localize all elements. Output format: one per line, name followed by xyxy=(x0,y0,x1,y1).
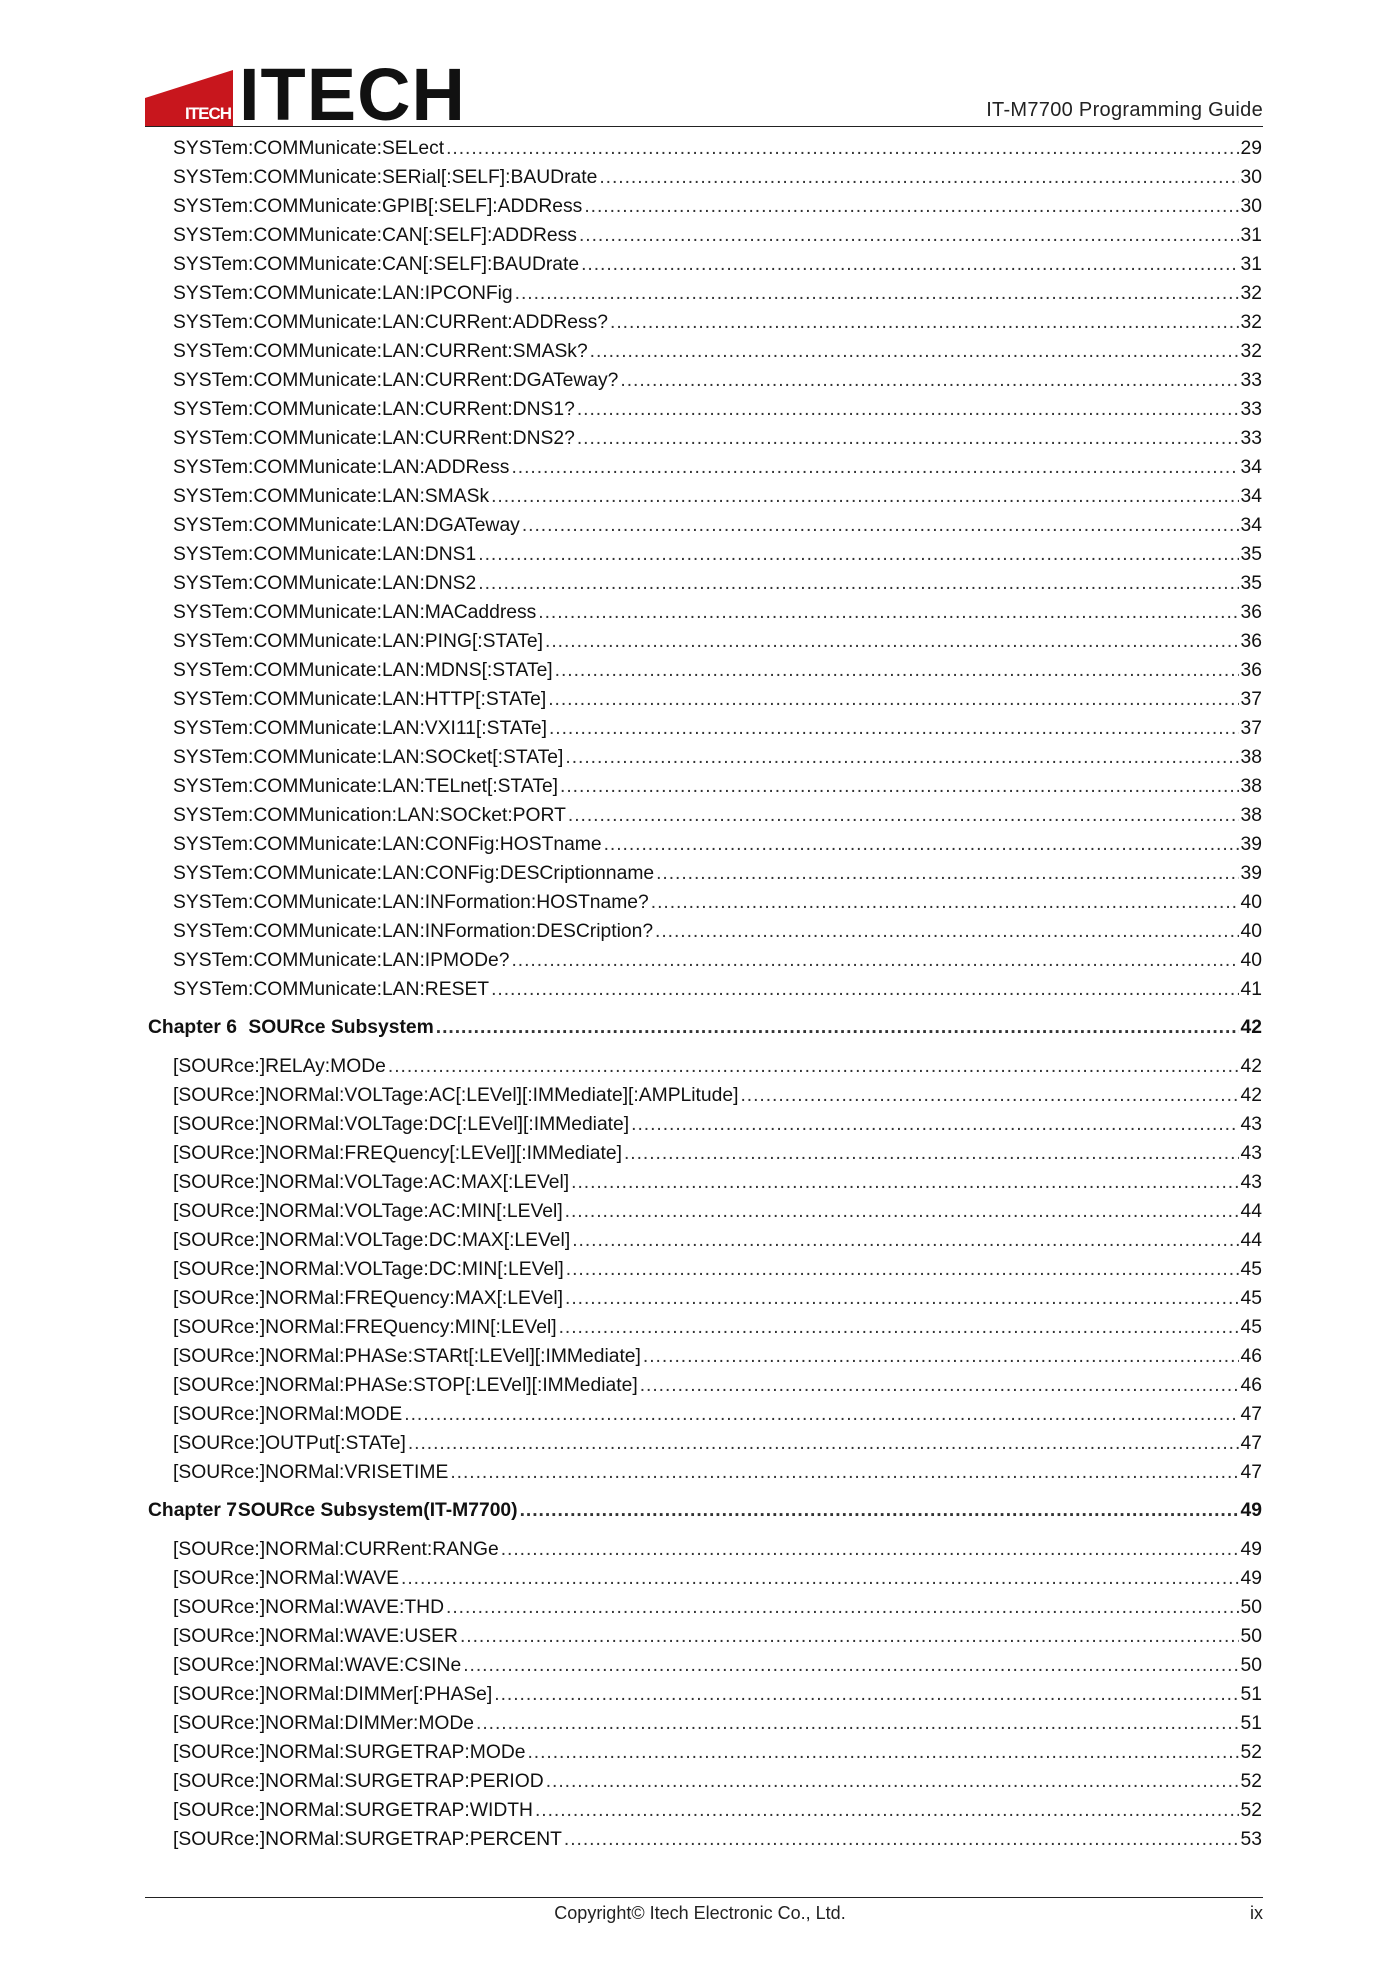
logo-mark-icon xyxy=(145,70,233,126)
toc-entry-title: [SOURce:]NORMal:WAVE xyxy=(173,1568,400,1589)
toc-page-number: 44 xyxy=(1240,1201,1262,1222)
toc-chapter-heading[interactable] xyxy=(148,1010,1262,1046)
toc-entry-title: [SOURce:]NORMal:VRISETIME xyxy=(173,1462,449,1483)
toc-entry-title: SYSTem:COMMunicate:LAN:PING[:STATe] xyxy=(173,631,544,652)
toc-entry-title: [SOURce:]NORMal:WAVE:USER xyxy=(173,1626,458,1647)
toc-entry-title: SYSTem:COMMunicate:LAN:MACaddress xyxy=(173,602,537,623)
toc-page-number: 31 xyxy=(1240,225,1262,246)
toc-entry[interactable] xyxy=(148,395,1262,424)
dot-leader xyxy=(463,1651,1238,1680)
toc-entry[interactable] xyxy=(148,685,1262,714)
toc-page-number: 50 xyxy=(1240,1597,1262,1618)
toc-entry-title: SYSTem:COMMunicate:LAN:CONFig:DESCriptionname xyxy=(173,863,655,884)
toc-entry[interactable] xyxy=(148,308,1262,337)
toc-page-number: 32 xyxy=(1240,341,1262,362)
toc-page-number: 34 xyxy=(1240,515,1262,536)
toc-page-number: 53 xyxy=(1240,1829,1262,1850)
dot-leader xyxy=(520,1493,1239,1529)
dot-leader xyxy=(640,1371,1239,1400)
toc-page-number: 38 xyxy=(1240,747,1262,768)
toc-entry[interactable] xyxy=(148,163,1262,192)
toc-page-number: 43 xyxy=(1240,1172,1262,1193)
toc-entry-title: [SOURce:]NORMal:FREQuency:MIN[:LEVel] xyxy=(173,1317,557,1338)
toc-page-number: 52 xyxy=(1240,1771,1262,1792)
header-divider xyxy=(145,126,1263,127)
toc-page-number: 35 xyxy=(1240,573,1262,594)
toc-entry-title: SYSTem:COMMunication:LAN:SOCket:PORT xyxy=(173,805,566,826)
toc-page-number: 35 xyxy=(1240,544,1262,565)
toc-page-number: 42 xyxy=(1240,1017,1262,1038)
dot-leader xyxy=(549,714,1239,743)
toc-page-number: 47 xyxy=(1240,1433,1262,1454)
toc-entry[interactable] xyxy=(148,1168,1262,1197)
toc-page-number: 45 xyxy=(1240,1317,1262,1338)
toc-entry[interactable] xyxy=(148,1767,1262,1796)
toc-entry[interactable] xyxy=(148,134,1262,163)
toc-entry-title: [SOURce:]NORMal:SURGETRAP:PERCENT xyxy=(173,1829,562,1850)
toc-entry[interactable] xyxy=(148,1535,1262,1564)
toc-entry[interactable] xyxy=(148,714,1262,743)
dot-leader xyxy=(581,250,1238,279)
toc-page-number: 52 xyxy=(1240,1800,1262,1821)
toc-page-number: 39 xyxy=(1240,834,1262,855)
toc-entry-title: SYSTem:COMMunicate:SERial[:SELF]:BAUDrate xyxy=(173,167,598,188)
dot-leader xyxy=(491,975,1238,1004)
toc-page-number: 45 xyxy=(1240,1259,1262,1280)
toc-page-number: 51 xyxy=(1240,1684,1262,1705)
dot-leader xyxy=(501,1535,1239,1564)
toc-entry[interactable] xyxy=(148,1400,1262,1429)
toc-page-number: 42 xyxy=(1240,1085,1262,1106)
toc-page-number: 49 xyxy=(1240,1500,1262,1521)
toc-entry-title: SYSTem:COMMunicate:LAN:CURRent:SMASk? xyxy=(173,341,588,362)
toc-page-number: 29 xyxy=(1240,138,1262,159)
dot-leader xyxy=(511,453,1238,482)
toc-page-number: 40 xyxy=(1240,921,1262,942)
page-header xyxy=(145,53,1263,136)
toc-entry-title: [SOURce:]NORMal:VOLTage:DC:MAX[:LEVel] xyxy=(173,1230,571,1251)
toc-entry-title: [SOURce:]NORMal:VOLTage:AC:MIN[:LEVel] xyxy=(173,1201,563,1222)
toc-entry[interactable] xyxy=(148,1738,1262,1767)
toc-entry-title: SYSTem:COMMunicate:LAN:ADDRess xyxy=(173,457,510,478)
toc-page-number: 36 xyxy=(1240,602,1262,623)
toc-page-number: 33 xyxy=(1240,399,1262,420)
dot-leader xyxy=(566,1255,1239,1284)
toc-page-number: 34 xyxy=(1240,457,1262,478)
toc-entry[interactable] xyxy=(148,1052,1262,1081)
dot-leader xyxy=(579,221,1239,250)
dot-leader xyxy=(568,801,1239,830)
dot-leader xyxy=(491,482,1238,511)
toc-entry[interactable] xyxy=(148,1313,1262,1342)
toc-entry-title: [SOURce:]NORMal:VOLTage:AC:MAX[:LEVel] xyxy=(173,1172,570,1193)
toc-entry[interactable] xyxy=(148,1796,1262,1825)
dot-leader xyxy=(564,1825,1239,1854)
toc-entry-title: [SOURce:]NORMal:DIMMer:MODe xyxy=(173,1713,475,1734)
toc-entry[interactable] xyxy=(148,569,1262,598)
toc-entry[interactable] xyxy=(148,1139,1262,1168)
toc-page-number: 36 xyxy=(1240,631,1262,652)
toc-entry[interactable] xyxy=(148,482,1262,511)
dot-leader xyxy=(476,1709,1239,1738)
toc-page-number: 43 xyxy=(1240,1143,1262,1164)
toc-entry-title: [SOURce:]NORMal:DIMMer[:PHASe] xyxy=(173,1684,493,1705)
toc-page-number: 46 xyxy=(1240,1346,1262,1367)
dot-leader xyxy=(572,1226,1238,1255)
toc-entry[interactable] xyxy=(148,1622,1262,1651)
toc-entry-title: SYSTem:COMMunicate:LAN:MDNS[:STATe] xyxy=(173,660,553,681)
toc-entry-title: SYSTem:COMMunicate:LAN:CURRent:DGATeway? xyxy=(173,370,619,391)
dot-leader xyxy=(436,1010,1239,1046)
toc-entry[interactable] xyxy=(148,337,1262,366)
dot-leader xyxy=(571,1168,1238,1197)
footer-page-number: ix xyxy=(1250,1903,1263,1923)
toc-entry-title: SYSTem:COMMunicate:LAN:CURRent:DNS2? xyxy=(173,428,575,449)
dot-leader xyxy=(651,888,1239,917)
toc-entry-title: SYSTem:COMMunicate:LAN:IPCONFig xyxy=(173,283,513,304)
toc-entry[interactable] xyxy=(148,424,1262,453)
dot-leader xyxy=(655,917,1239,946)
dot-leader xyxy=(624,1139,1239,1168)
toc-page-number: 37 xyxy=(1240,689,1262,710)
toc-entry-title: SYSTem:COMMunicate:GPIB[:SELF]:ADDRess xyxy=(173,196,583,217)
dot-leader xyxy=(560,772,1239,801)
dot-leader xyxy=(535,1796,1239,1825)
toc-entry-title: [SOURce:]NORMal:VOLTage:DC[:LEVel][:IMMediate] xyxy=(173,1114,630,1135)
toc-entry[interactable] xyxy=(148,1342,1262,1371)
logo-wordmark: ITECH xyxy=(239,53,466,136)
toc-page-number: 47 xyxy=(1240,1462,1262,1483)
toc-entry[interactable] xyxy=(148,1371,1262,1400)
toc-entry-title: SYSTem:COMMunicate:LAN:TELnet[:STATe] xyxy=(173,776,559,797)
dot-leader xyxy=(604,830,1239,859)
dot-leader xyxy=(559,1313,1239,1342)
dot-leader xyxy=(494,1680,1238,1709)
toc-entry-title: SYSTem:COMMunicate:SELect xyxy=(173,138,445,159)
toc-page-number: 30 xyxy=(1240,167,1262,188)
toc-entry-title: [SOURce:]NORMal:PHASe:STOP[:LEVel][:IMMediate] xyxy=(173,1375,638,1396)
toc-entry[interactable] xyxy=(148,888,1262,917)
toc-entry[interactable] xyxy=(148,627,1262,656)
toc-entry[interactable] xyxy=(148,1284,1262,1313)
toc-entry-title: [SOURce:]NORMal:CURRent:RANGe xyxy=(173,1539,499,1560)
toc-entry[interactable] xyxy=(148,946,1262,975)
dot-leader xyxy=(590,337,1239,366)
toc-entry-title: [SOURce:]NORMal:PHASe:STARt[:LEVel][:IMMediate] xyxy=(173,1346,641,1367)
toc-page-number: 30 xyxy=(1240,196,1262,217)
toc-entry-title: SYSTem:COMMunicate:CAN[:SELF]:BAUDrate xyxy=(173,254,580,275)
toc-entry[interactable] xyxy=(148,1197,1262,1226)
dot-leader xyxy=(511,946,1238,975)
toc-page-number: 42 xyxy=(1240,1056,1262,1077)
dot-leader xyxy=(577,395,1239,424)
toc-entry[interactable] xyxy=(148,250,1262,279)
dot-leader xyxy=(577,424,1239,453)
toc-page-number: 39 xyxy=(1240,863,1262,884)
dot-leader xyxy=(408,1429,1239,1458)
toc-page-number: 38 xyxy=(1240,805,1262,826)
toc-entry-title: SOURce Subsystem(IT-M7700) xyxy=(237,1500,518,1521)
toc-entry-title: SYSTem:COMMunicate:CAN[:SELF]:ADDRess xyxy=(173,225,577,246)
chapter-number: Chapter 6 xyxy=(148,1017,237,1038)
toc-page-number: 40 xyxy=(1240,950,1262,971)
dot-leader xyxy=(599,163,1238,192)
toc-entry-title: SYSTem:COMMunicate:LAN:CONFig:HOSTname xyxy=(173,834,602,855)
dot-leader xyxy=(565,743,1238,772)
toc-entry-title: [SOURce:]NORMal:SURGETRAP:MODe xyxy=(173,1742,526,1763)
footer-copyright: Copyright© Itech Electronic Co., Ltd. xyxy=(554,1903,846,1923)
toc-entry-title: [SOURce:]NORMal:WAVE:THD xyxy=(173,1597,445,1618)
toc-page-number: 41 xyxy=(1240,979,1262,1000)
toc-entry[interactable] xyxy=(148,511,1262,540)
toc-page-number: 52 xyxy=(1240,1742,1262,1763)
toc-entry-title: [SOURce:]NORMal:FREQuency[:LEVel][:IMMediate] xyxy=(173,1143,622,1164)
dot-leader xyxy=(401,1564,1239,1593)
toc-page-number: 37 xyxy=(1240,718,1262,739)
toc-entry[interactable] xyxy=(148,1458,1262,1487)
toc-entry-title: [SOURce:]NORMal:SURGETRAP:PERIOD xyxy=(173,1771,544,1792)
toc-page-number: 32 xyxy=(1240,312,1262,333)
toc-entry-title: [SOURce:]RELAy:MODe xyxy=(173,1056,386,1077)
toc-entry-title: [SOURce:]NORMal:WAVE:CSINe xyxy=(173,1655,462,1676)
toc-entry-title: [SOURce:]NORMal:VOLTage:AC[:LEVel][:IMMediate][:AMPLitude] xyxy=(173,1085,739,1106)
dot-leader xyxy=(546,1767,1239,1796)
table-of-contents xyxy=(148,134,1262,1854)
dot-leader xyxy=(643,1342,1239,1371)
dot-leader xyxy=(656,859,1238,888)
toc-entry-title: SYSTem:COMMunicate:LAN:DNS1 xyxy=(173,544,477,565)
toc-page-number: 50 xyxy=(1240,1655,1262,1676)
dot-leader xyxy=(460,1622,1239,1651)
toc-entry[interactable] xyxy=(148,975,1262,1004)
toc-page-number: 44 xyxy=(1240,1230,1262,1251)
toc-page-number: 38 xyxy=(1240,776,1262,797)
toc-entry[interactable] xyxy=(148,1226,1262,1255)
toc-entry-title: SYSTem:COMMunicate:LAN:DGATeway xyxy=(173,515,520,536)
toc-entry-title: SYSTem:COMMunicate:LAN:CURRent:DNS1? xyxy=(173,399,575,420)
dot-leader xyxy=(478,540,1238,569)
toc-entry-title: SYSTem:COMMunicate:LAN:SOCket[:STATe] xyxy=(173,747,564,768)
toc-entry[interactable] xyxy=(148,656,1262,685)
toc-entry[interactable] xyxy=(148,743,1262,772)
toc-entry[interactable] xyxy=(148,1680,1262,1709)
dot-leader xyxy=(740,1081,1238,1110)
toc-entry-title: SYSTem:COMMunicate:LAN:CURRent:ADDRess? xyxy=(173,312,609,333)
toc-entry[interactable] xyxy=(148,1825,1262,1854)
toc-entry-title: SYSTem:COMMunicate:LAN:DNS2 xyxy=(173,573,477,594)
dot-leader xyxy=(584,192,1238,221)
toc-entry-title: SYSTem:COMMunicate:LAN:IPMODe? xyxy=(173,950,510,971)
dot-leader xyxy=(548,685,1238,714)
toc-entry[interactable] xyxy=(148,453,1262,482)
dot-leader xyxy=(631,1110,1238,1139)
toc-entry-title: SYSTem:COMMunicate:LAN:INFormation:HOSTname? xyxy=(173,892,649,913)
toc-page-number: 49 xyxy=(1240,1568,1262,1589)
dot-leader xyxy=(478,569,1238,598)
footer-divider xyxy=(145,1897,1263,1898)
toc-page-number: 33 xyxy=(1240,370,1262,391)
toc-entry[interactable] xyxy=(148,598,1262,627)
toc-entry[interactable] xyxy=(148,1110,1262,1139)
toc-entry-title: SYSTem:COMMunicate:LAN:RESET xyxy=(173,979,490,1000)
toc-entry[interactable] xyxy=(148,917,1262,946)
toc-page-number: 45 xyxy=(1240,1288,1262,1309)
dot-leader xyxy=(388,1052,1239,1081)
dot-leader xyxy=(404,1400,1238,1429)
toc-entry[interactable] xyxy=(148,279,1262,308)
toc-entry[interactable] xyxy=(148,540,1262,569)
logo-mini-text: ITECH xyxy=(185,104,231,123)
toc-page-number: 40 xyxy=(1240,892,1262,913)
dot-leader xyxy=(527,1738,1238,1767)
toc-page-number: 32 xyxy=(1240,283,1262,304)
dot-leader xyxy=(522,511,1239,540)
toc-entry-title: [SOURce:]OUTPut[:STATe] xyxy=(173,1433,406,1454)
toc-entry-title: [SOURce:]NORMal:VOLTage:DC:MIN[:LEVel] xyxy=(173,1259,564,1280)
dot-leader xyxy=(446,134,1238,163)
dot-leader xyxy=(565,1197,1239,1226)
dot-leader xyxy=(620,366,1238,395)
toc-entry[interactable] xyxy=(148,801,1262,830)
toc-chapter-heading[interactable] xyxy=(148,1493,1262,1529)
toc-entry[interactable] xyxy=(148,192,1262,221)
dot-leader xyxy=(555,656,1239,685)
itech-logo xyxy=(145,53,466,136)
chapter-number: Chapter 7 xyxy=(148,1500,237,1521)
toc-page-number: 36 xyxy=(1240,660,1262,681)
toc-page-number: 43 xyxy=(1240,1114,1262,1135)
toc-entry[interactable] xyxy=(148,1709,1262,1738)
toc-entry[interactable] xyxy=(148,859,1262,888)
toc-entry[interactable] xyxy=(148,772,1262,801)
toc-entry[interactable] xyxy=(148,830,1262,859)
toc-entry[interactable] xyxy=(148,1255,1262,1284)
toc-entry-title: SYSTem:COMMunicate:LAN:HTTP[:STATe] xyxy=(173,689,547,710)
dot-leader xyxy=(450,1458,1238,1487)
guide-title: IT-M7700 Programming Guide xyxy=(986,99,1263,121)
toc-entry[interactable] xyxy=(148,1593,1262,1622)
dot-leader xyxy=(515,279,1239,308)
toc-entry-title: SYSTem:COMMunicate:LAN:SMASk xyxy=(173,486,490,507)
toc-entry[interactable] xyxy=(148,221,1262,250)
toc-page-number: 51 xyxy=(1240,1713,1262,1734)
dot-leader xyxy=(545,627,1239,656)
toc-entry[interactable] xyxy=(148,1564,1262,1593)
toc-entry[interactable] xyxy=(148,1651,1262,1680)
toc-entry-title: SYSTem:COMMunicate:LAN:INFormation:DESCription? xyxy=(173,921,654,942)
toc-page-number: 50 xyxy=(1240,1626,1262,1647)
toc-page-number: 33 xyxy=(1240,428,1262,449)
dot-leader xyxy=(538,598,1238,627)
toc-entry-title: [SOURce:]NORMal:MODE xyxy=(173,1404,403,1425)
toc-page-number: 46 xyxy=(1240,1375,1262,1396)
toc-page-number: 47 xyxy=(1240,1404,1262,1425)
toc-entry[interactable] xyxy=(148,366,1262,395)
toc-page-number: 31 xyxy=(1240,254,1262,275)
toc-entry-title: [SOURce:]NORMal:SURGETRAP:WIDTH xyxy=(173,1800,533,1821)
dot-leader xyxy=(446,1593,1239,1622)
dot-leader xyxy=(565,1284,1239,1313)
toc-page-number: 49 xyxy=(1240,1539,1262,1560)
dot-leader xyxy=(610,308,1239,337)
toc-entry-title: SYSTem:COMMunicate:LAN:VXI11[:STATe] xyxy=(173,718,547,739)
toc-entry-title: [SOURce:]NORMal:FREQuency:MAX[:LEVel] xyxy=(173,1288,564,1309)
toc-page-number: 34 xyxy=(1240,486,1262,507)
toc-entry-title: SOURce Subsystem xyxy=(248,1017,434,1038)
toc-entry[interactable] xyxy=(148,1429,1262,1458)
toc-entry[interactable] xyxy=(148,1081,1262,1110)
